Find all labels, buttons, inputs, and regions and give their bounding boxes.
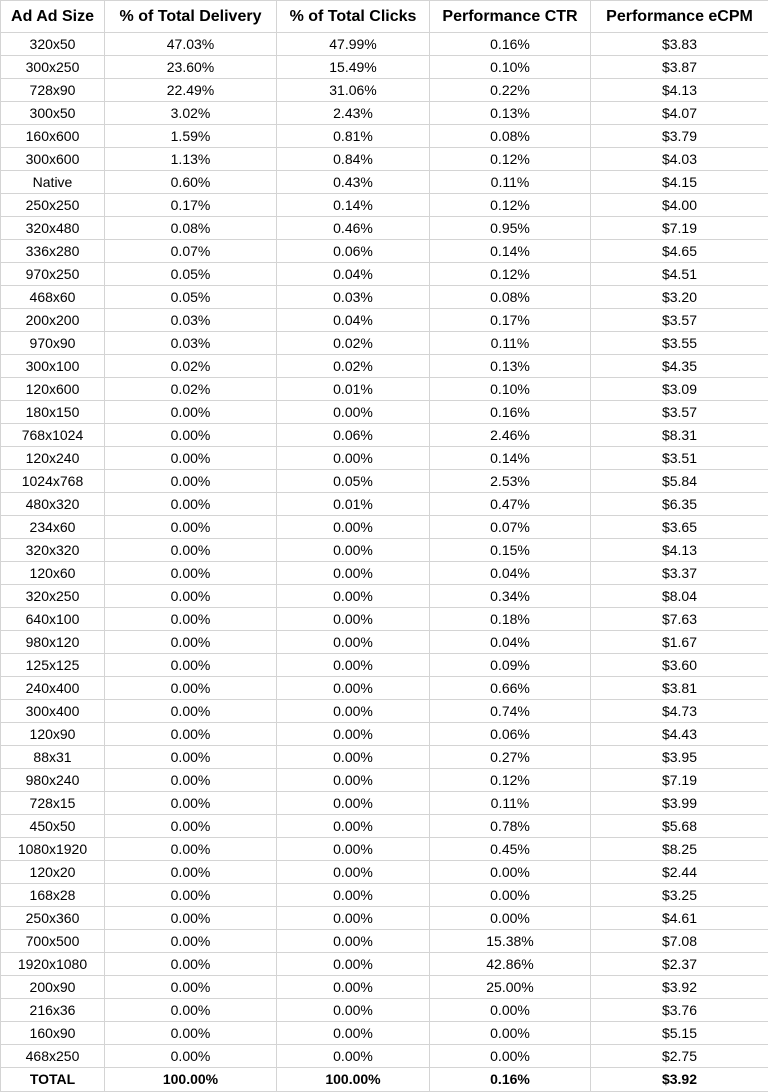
cell-ad-size: 640x100 [1,608,105,631]
cell-ad-size: 700x500 [1,930,105,953]
cell-total-clicks: 0.00% [277,792,430,815]
cell-total-clicks: 0.43% [277,171,430,194]
cell-total-clicks: 0.00% [277,930,430,953]
table-row [1,493,768,516]
table-row [1,677,768,700]
cell-total-delivery: 1.59% [105,125,277,148]
cell-total-delivery: 0.00% [105,907,277,930]
cell-performance-ctr: 0.45% [430,838,591,861]
total-ctr: 0.16% [430,1068,591,1092]
cell-total-delivery: 0.00% [105,815,277,838]
cell-total-clicks: 0.00% [277,861,430,884]
cell-total-delivery: 3.02% [105,102,277,125]
table-row [1,148,768,171]
cell-performance-ctr: 0.14% [430,240,591,263]
table-row [1,976,768,999]
cell-ad-size: 125x125 [1,654,105,677]
cell-total-delivery: 0.00% [105,424,277,447]
table-row [1,884,768,907]
cell-ad-size: 768x1024 [1,424,105,447]
cell-performance-ecpm: $3.57 [591,401,768,424]
cell-total-delivery: 0.00% [105,1045,277,1068]
cell-total-delivery: 0.00% [105,723,277,746]
cell-ad-size: 320x250 [1,585,105,608]
cell-total-clicks: 0.00% [277,608,430,631]
cell-total-clicks: 0.06% [277,240,430,263]
cell-performance-ctr: 42.86% [430,953,591,976]
cell-performance-ecpm: $4.03 [591,148,768,171]
cell-total-delivery: 22.49% [105,79,277,102]
cell-total-delivery: 0.17% [105,194,277,217]
cell-ad-size: 980x120 [1,631,105,654]
cell-performance-ctr: 0.06% [430,723,591,746]
table-row [1,194,768,217]
cell-performance-ecpm: $3.20 [591,286,768,309]
table-row [1,516,768,539]
cell-total-clicks: 0.01% [277,378,430,401]
cell-performance-ctr: 0.12% [430,263,591,286]
cell-total-clicks: 0.00% [277,700,430,723]
cell-performance-ecpm: $3.95 [591,746,768,769]
cell-total-delivery: 0.00% [105,930,277,953]
cell-ad-size: 234x60 [1,516,105,539]
header-total-clicks: % of Total Clicks [277,1,430,33]
cell-performance-ecpm: $4.00 [591,194,768,217]
cell-performance-ctr: 0.12% [430,769,591,792]
table-row [1,125,768,148]
cell-total-clicks: 0.00% [277,884,430,907]
cell-performance-ecpm: $3.65 [591,516,768,539]
cell-ad-size: 120x240 [1,447,105,470]
cell-total-clicks: 47.99% [277,33,430,56]
total-ecpm: $3.92 [591,1068,768,1092]
cell-total-clicks: 0.06% [277,424,430,447]
cell-performance-ecpm: $4.35 [591,355,768,378]
cell-ad-size: 160x90 [1,1022,105,1045]
cell-performance-ctr: 0.08% [430,286,591,309]
cell-performance-ecpm: $3.99 [591,792,768,815]
table-row [1,447,768,470]
table-row [1,1022,768,1045]
cell-performance-ctr: 0.11% [430,332,591,355]
cell-ad-size: 88x31 [1,746,105,769]
cell-performance-ctr: 0.16% [430,401,591,424]
cell-ad-size: 160x600 [1,125,105,148]
cell-performance-ctr: 0.34% [430,585,591,608]
cell-ad-size: 468x250 [1,1045,105,1068]
cell-performance-ctr: 0.00% [430,1045,591,1068]
cell-performance-ctr: 0.66% [430,677,591,700]
table-row [1,631,768,654]
cell-performance-ecpm: $5.68 [591,815,768,838]
table-row [1,240,768,263]
cell-total-delivery: 0.02% [105,378,277,401]
table-row [1,79,768,102]
cell-total-delivery: 0.00% [105,838,277,861]
table-row [1,1045,768,1068]
cell-total-delivery: 0.60% [105,171,277,194]
cell-ad-size: 728x15 [1,792,105,815]
table-row [1,930,768,953]
cell-performance-ctr: 15.38% [430,930,591,953]
cell-performance-ecpm: $2.37 [591,953,768,976]
cell-ad-size: 300x100 [1,355,105,378]
cell-total-delivery: 0.00% [105,608,277,631]
total-label: TOTAL [1,1068,105,1092]
cell-ad-size: 120x60 [1,562,105,585]
cell-total-delivery: 23.60% [105,56,277,79]
cell-ad-size: 450x50 [1,815,105,838]
cell-total-delivery: 0.00% [105,792,277,815]
cell-total-clicks: 0.00% [277,838,430,861]
cell-total-delivery: 0.05% [105,263,277,286]
cell-ad-size: 1024x768 [1,470,105,493]
cell-performance-ecpm: $2.75 [591,1045,768,1068]
cell-total-clicks: 0.00% [277,447,430,470]
cell-performance-ecpm: $3.55 [591,332,768,355]
cell-performance-ecpm: $3.76 [591,999,768,1022]
table-row [1,654,768,677]
cell-total-clicks: 0.02% [277,332,430,355]
cell-performance-ctr: 0.13% [430,355,591,378]
cell-ad-size: 980x240 [1,769,105,792]
cell-total-clicks: 0.00% [277,723,430,746]
cell-total-clicks: 0.04% [277,263,430,286]
cell-ad-size: 120x600 [1,378,105,401]
cell-performance-ecpm: $7.63 [591,608,768,631]
cell-performance-ecpm: $5.15 [591,1022,768,1045]
cell-total-clicks: 31.06% [277,79,430,102]
table-row [1,700,768,723]
table-footer [1,1068,768,1092]
cell-performance-ctr: 0.00% [430,1022,591,1045]
cell-performance-ctr: 25.00% [430,976,591,999]
cell-total-delivery: 0.00% [105,976,277,999]
header-performance-ecpm: Performance eCPM [591,1,768,33]
cell-total-delivery: 0.00% [105,562,277,585]
cell-total-clicks: 0.46% [277,217,430,240]
cell-ad-size: 240x400 [1,677,105,700]
table-row [1,286,768,309]
cell-total-delivery: 0.05% [105,286,277,309]
cell-ad-size: 970x250 [1,263,105,286]
table-row [1,838,768,861]
header-ad-size: Ad Ad Size [1,1,105,33]
table-row [1,907,768,930]
cell-total-clicks: 0.81% [277,125,430,148]
table-row [1,815,768,838]
cell-performance-ecpm: $4.07 [591,102,768,125]
cell-performance-ctr: 0.12% [430,194,591,217]
cell-total-delivery: 0.02% [105,355,277,378]
cell-total-delivery: 0.00% [105,746,277,769]
cell-performance-ctr: 0.10% [430,378,591,401]
cell-performance-ctr: 0.00% [430,861,591,884]
cell-performance-ecpm: $7.19 [591,769,768,792]
table-row [1,56,768,79]
cell-total-clicks: 0.00% [277,562,430,585]
cell-ad-size: 1920x1080 [1,953,105,976]
cell-total-delivery: 1.13% [105,148,277,171]
header-row [1,1,768,33]
cell-ad-size: 216x36 [1,999,105,1022]
cell-total-clicks: 0.14% [277,194,430,217]
cell-performance-ctr: 0.00% [430,999,591,1022]
cell-total-clicks: 0.03% [277,286,430,309]
table-row [1,263,768,286]
cell-performance-ecpm: $7.19 [591,217,768,240]
cell-performance-ecpm: $3.57 [591,309,768,332]
cell-total-clicks: 0.00% [277,677,430,700]
cell-performance-ctr: 0.13% [430,102,591,125]
cell-total-clicks: 0.00% [277,631,430,654]
cell-performance-ecpm: $4.65 [591,240,768,263]
cell-ad-size: 728x90 [1,79,105,102]
cell-ad-size: 336x280 [1,240,105,263]
cell-total-clicks: 0.00% [277,1045,430,1068]
cell-performance-ecpm: $1.67 [591,631,768,654]
cell-performance-ctr: 0.07% [430,516,591,539]
cell-total-clicks: 0.00% [277,976,430,999]
table-row [1,217,768,240]
table-row [1,102,768,125]
cell-total-clicks: 0.00% [277,815,430,838]
header-total-delivery: % of Total Delivery [105,1,277,33]
table-row [1,171,768,194]
cell-total-clicks: 0.00% [277,1022,430,1045]
table-row [1,378,768,401]
cell-performance-ecpm: $3.83 [591,33,768,56]
cell-ad-size: 180x150 [1,401,105,424]
cell-performance-ecpm: $4.43 [591,723,768,746]
table-row [1,401,768,424]
cell-total-clicks: 0.84% [277,148,430,171]
cell-performance-ctr: 0.00% [430,884,591,907]
cell-total-delivery: 0.07% [105,240,277,263]
cell-performance-ctr: 0.18% [430,608,591,631]
cell-performance-ecpm: $4.73 [591,700,768,723]
table-row [1,769,768,792]
cell-performance-ecpm: $3.25 [591,884,768,907]
table-row [1,585,768,608]
cell-ad-size: 300x600 [1,148,105,171]
cell-performance-ecpm: $5.84 [591,470,768,493]
table-row [1,309,768,332]
cell-performance-ecpm: $3.51 [591,447,768,470]
cell-total-delivery: 0.00% [105,654,277,677]
cell-performance-ecpm: $8.31 [591,424,768,447]
table-row [1,355,768,378]
cell-performance-ctr: 0.78% [430,815,591,838]
cell-performance-ecpm: $2.44 [591,861,768,884]
cell-total-delivery: 0.00% [105,884,277,907]
cell-total-clicks: 0.00% [277,401,430,424]
cell-performance-ctr: 0.08% [430,125,591,148]
cell-performance-ctr: 2.53% [430,470,591,493]
cell-total-clicks: 0.00% [277,516,430,539]
cell-ad-size: 970x90 [1,332,105,355]
cell-total-clicks: 0.02% [277,355,430,378]
table-row [1,332,768,355]
cell-performance-ctr: 0.16% [430,33,591,56]
cell-performance-ecpm: $4.13 [591,539,768,562]
cell-performance-ctr: 0.17% [430,309,591,332]
cell-ad-size: 320x480 [1,217,105,240]
cell-performance-ecpm: $3.92 [591,976,768,999]
cell-total-clicks: 0.05% [277,470,430,493]
cell-total-clicks: 0.00% [277,539,430,562]
cell-ad-size: 250x250 [1,194,105,217]
cell-performance-ecpm: $3.60 [591,654,768,677]
cell-total-clicks: 0.00% [277,769,430,792]
table-row [1,424,768,447]
cell-ad-size: 200x90 [1,976,105,999]
cell-performance-ctr: 0.14% [430,447,591,470]
cell-total-clicks: 0.00% [277,746,430,769]
cell-ad-size: 250x360 [1,907,105,930]
table-row [1,608,768,631]
cell-performance-ecpm: $8.25 [591,838,768,861]
cell-performance-ctr: 0.11% [430,171,591,194]
table-header [1,1,768,33]
cell-total-delivery: 0.00% [105,861,277,884]
table-row [1,999,768,1022]
cell-total-delivery: 0.00% [105,1022,277,1045]
cell-performance-ctr: 0.22% [430,79,591,102]
cell-total-delivery: 0.00% [105,677,277,700]
cell-ad-size: 300x250 [1,56,105,79]
cell-ad-size: 320x320 [1,539,105,562]
table-row [1,562,768,585]
cell-performance-ecpm: $8.04 [591,585,768,608]
cell-ad-size: 480x320 [1,493,105,516]
cell-total-delivery: 0.08% [105,217,277,240]
cell-performance-ctr: 0.10% [430,56,591,79]
cell-ad-size: 468x60 [1,286,105,309]
cell-total-delivery: 0.00% [105,447,277,470]
table-row [1,723,768,746]
cell-total-clicks: 0.00% [277,907,430,930]
header-performance-ctr: Performance CTR [430,1,591,33]
cell-total-clicks: 0.00% [277,999,430,1022]
cell-ad-size: 320x50 [1,33,105,56]
cell-performance-ctr: 0.04% [430,631,591,654]
total-row [1,1068,768,1092]
cell-performance-ctr: 0.11% [430,792,591,815]
cell-performance-ecpm: $7.08 [591,930,768,953]
table-row [1,861,768,884]
total-delivery: 100.00% [105,1068,277,1092]
cell-performance-ctr: 2.46% [430,424,591,447]
cell-performance-ecpm: $6.35 [591,493,768,516]
cell-total-clicks: 0.01% [277,493,430,516]
cell-performance-ecpm: $3.37 [591,562,768,585]
cell-total-delivery: 0.00% [105,700,277,723]
table-row [1,539,768,562]
cell-performance-ecpm: $4.61 [591,907,768,930]
cell-ad-size: 1080x1920 [1,838,105,861]
cell-performance-ctr: 0.74% [430,700,591,723]
cell-performance-ecpm: $4.13 [591,79,768,102]
cell-performance-ecpm: $3.79 [591,125,768,148]
cell-performance-ctr: 0.12% [430,148,591,171]
cell-performance-ctr: 0.09% [430,654,591,677]
cell-ad-size: Native [1,171,105,194]
cell-total-clicks: 15.49% [277,56,430,79]
cell-performance-ecpm: $3.09 [591,378,768,401]
cell-ad-size: 120x20 [1,861,105,884]
table-row [1,746,768,769]
cell-total-delivery: 0.00% [105,953,277,976]
cell-performance-ctr: 0.15% [430,539,591,562]
table-row [1,33,768,56]
cell-total-clicks: 0.00% [277,953,430,976]
cell-performance-ctr: 0.47% [430,493,591,516]
cell-ad-size: 168x28 [1,884,105,907]
cell-total-delivery: 47.03% [105,33,277,56]
cell-performance-ctr: 0.27% [430,746,591,769]
cell-total-delivery: 0.00% [105,470,277,493]
cell-total-delivery: 0.03% [105,309,277,332]
cell-total-delivery: 0.03% [105,332,277,355]
cell-total-clicks: 0.00% [277,654,430,677]
cell-performance-ecpm: $4.15 [591,171,768,194]
cell-total-delivery: 0.00% [105,401,277,424]
cell-performance-ctr: 0.95% [430,217,591,240]
cell-performance-ecpm: $4.51 [591,263,768,286]
cell-ad-size: 120x90 [1,723,105,746]
cell-total-clicks: 0.00% [277,585,430,608]
cell-total-delivery: 0.00% [105,999,277,1022]
cell-ad-size: 200x200 [1,309,105,332]
table-row [1,792,768,815]
total-clicks: 100.00% [277,1068,430,1092]
cell-ad-size: 300x400 [1,700,105,723]
cell-total-delivery: 0.00% [105,493,277,516]
cell-total-clicks: 2.43% [277,102,430,125]
cell-total-delivery: 0.00% [105,585,277,608]
table-body [1,33,768,1068]
cell-total-delivery: 0.00% [105,631,277,654]
cell-total-delivery: 0.00% [105,769,277,792]
table-row [1,953,768,976]
cell-ad-size: 300x50 [1,102,105,125]
cell-total-clicks: 0.04% [277,309,430,332]
cell-performance-ctr: 0.04% [430,562,591,585]
cell-total-delivery: 0.00% [105,516,277,539]
cell-performance-ecpm: $3.87 [591,56,768,79]
cell-total-delivery: 0.00% [105,539,277,562]
cell-performance-ctr: 0.00% [430,907,591,930]
table-row [1,470,768,493]
cell-performance-ecpm: $3.81 [591,677,768,700]
